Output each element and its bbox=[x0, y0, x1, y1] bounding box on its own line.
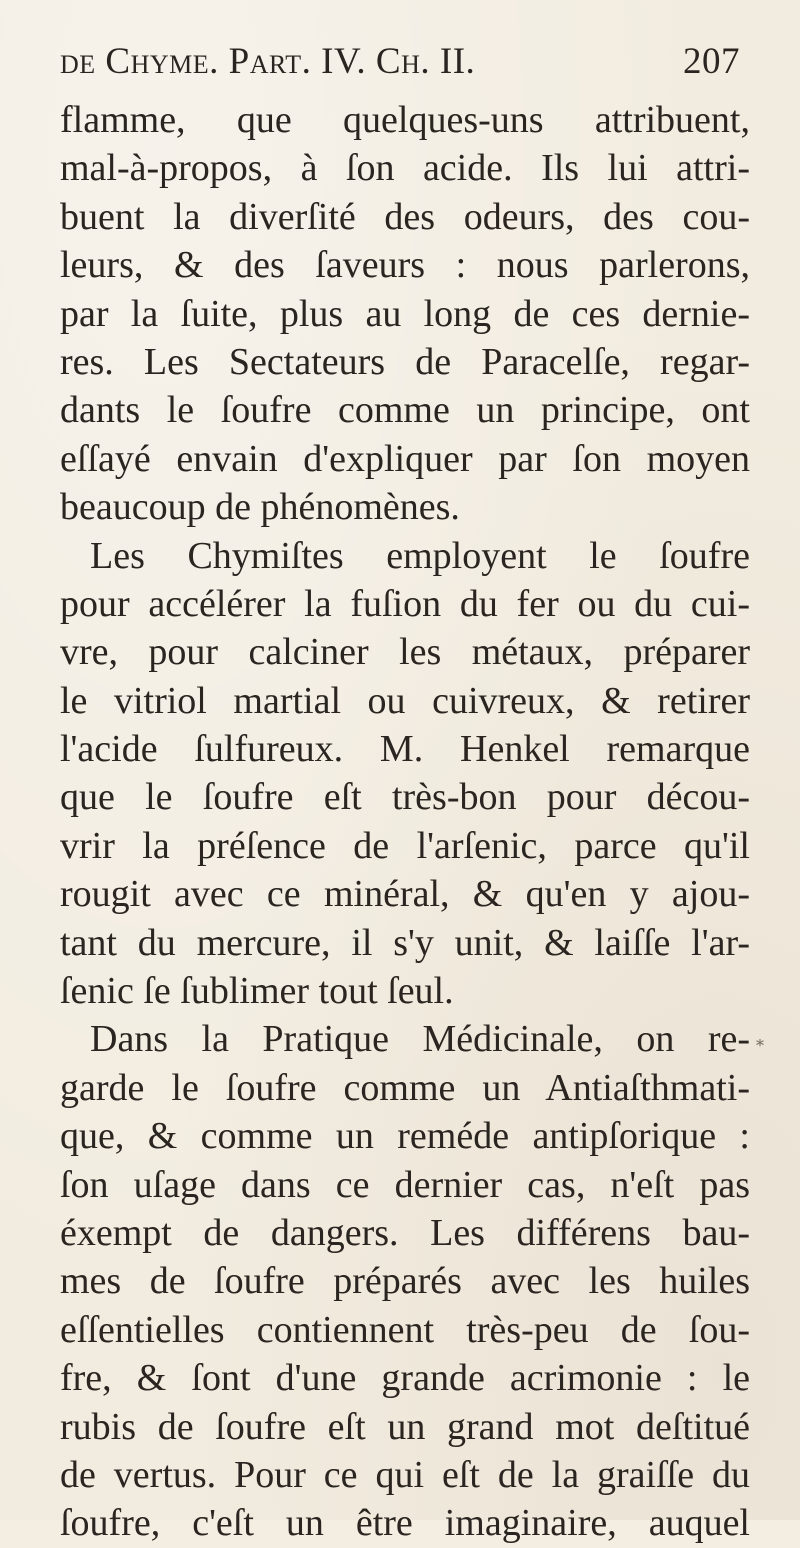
text-line: tant du mercure, il s'y unit, & laiſſe l'ar- bbox=[60, 921, 750, 964]
text-line: vre, pour calciner les métaux, préparer bbox=[60, 631, 750, 674]
text-line: ſon uſage dans ce dernier cas, n'eſt pas bbox=[60, 1163, 750, 1206]
margin-asterisk-mark: * bbox=[756, 1036, 764, 1055]
text-line: Dans la Pratique Médicinale, on re- bbox=[90, 1018, 750, 1061]
text-line: pour accélérer la fuſion du fer ou du cui- bbox=[60, 582, 750, 625]
text-line: par la ſuite, plus au long de ces dernie- bbox=[60, 292, 750, 335]
text-line: l'acide ſulfureux. M. Henkel remarque bbox=[60, 728, 750, 771]
text-line: ſenic ſe ſublimer tout ſeul. bbox=[60, 970, 454, 1013]
text-line: mal-à-propos, à ſon acide. Ils lui attri- bbox=[60, 147, 750, 190]
text-line: rougit avec ce minéral, & qu'en y ajou- bbox=[60, 873, 750, 916]
text-line: rubis de ſoufre eſt un grand mot deſtitué bbox=[60, 1405, 750, 1448]
text-line: beaucoup de phénomènes. bbox=[60, 486, 460, 529]
page-number: 207 bbox=[683, 41, 740, 82]
text-line: de vertus. Pour ce qui eſt de la graiſſe du bbox=[60, 1453, 750, 1496]
text-line: éxempt de dangers. Les différens bau- bbox=[60, 1211, 750, 1254]
text-line: res. Les Sectateurs de Paracelſe, regar- bbox=[60, 340, 750, 383]
text-line: garde le ſoufre comme un Antiaſthmati- bbox=[60, 1066, 750, 1109]
text-line: eſſayé envain d'expliquer par ſon moyen bbox=[60, 437, 750, 480]
text-line: le vitriol martial ou cuivreux, & retirer bbox=[60, 679, 750, 722]
body-text bbox=[60, 96, 750, 1548]
text-line: vrir la préſence de l'arſenic, parce qu'il bbox=[60, 824, 750, 867]
text-line: mes de ſoufre préparés avec les huiles bbox=[60, 1260, 750, 1303]
text-line: que le ſoufre eſt très-bon pour décou- bbox=[60, 776, 750, 819]
text-line: Les Chymiſtes employent le ſoufre bbox=[90, 534, 750, 577]
running-title: de Chyme. Part. IV. Ch. II. bbox=[60, 41, 476, 82]
text-line: eſſentielles contiennent très-peu de ſou- bbox=[60, 1308, 750, 1351]
text-line: leurs, & des ſaveurs : nous parlerons, bbox=[60, 244, 750, 287]
text-line: flamme, que quelques-uns attribuent, bbox=[60, 99, 750, 141]
text-line: ſoufre, c'eſt un être imaginaire, auquel bbox=[60, 1502, 750, 1545]
text-line: fre, & ſont d'une grande acrimonie : le bbox=[60, 1357, 750, 1400]
page-header bbox=[60, 40, 740, 100]
text-line: buent la diverſité des odeurs, des cou- bbox=[60, 195, 750, 238]
text-line: dants le ſoufre comme un principe, ont bbox=[60, 389, 750, 432]
text-line: que, & comme un reméde antipſorique : bbox=[60, 1115, 750, 1158]
